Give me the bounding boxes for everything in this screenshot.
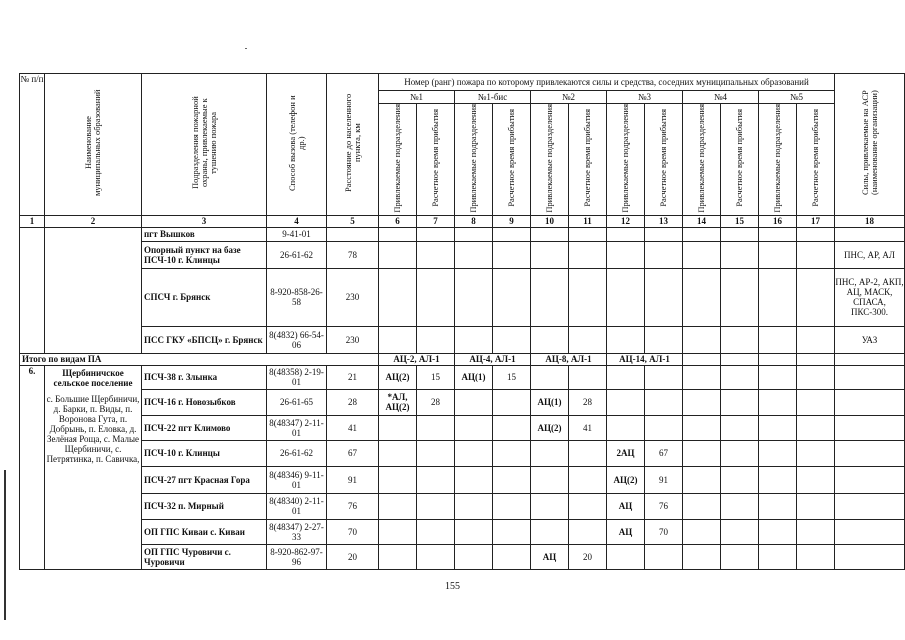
header-time-r5: Расчетное время прибытия <box>797 104 835 216</box>
table-row <box>20 493 905 519</box>
cell-distance: 70 <box>327 519 379 544</box>
cell-time <box>417 493 455 519</box>
header-rank-3: №3 <box>607 91 683 104</box>
col-number: 5 <box>327 215 379 227</box>
col-number: 18 <box>835 215 905 227</box>
cell-phone: 8(48340) 2-11-01 <box>267 493 327 519</box>
cell-units: 2АЦ <box>607 440 645 466</box>
totals-rank-1bis: АЦ-4, АЛ-1 <box>455 353 531 365</box>
column-number-row <box>20 215 905 227</box>
cell-unit: ОП ГПС Киваи с. Киваи <box>142 519 267 544</box>
header-units-r5: Привлекаемые подразделения <box>759 104 797 216</box>
cell-time <box>645 389 683 415</box>
totals-rank-2: АЦ-8, АЛ-1 <box>531 353 607 365</box>
cell-units <box>531 365 569 389</box>
cell-time <box>569 466 607 493</box>
header-time-r3: Расчетное время прибытия <box>645 104 683 216</box>
cell-units <box>379 415 417 440</box>
cell-unit: ПСЧ-16 г. Новозыбков <box>142 389 267 415</box>
cell-time: 28 <box>569 389 607 415</box>
cell-asr: УАЗ <box>835 326 905 353</box>
col-number: 14 <box>683 215 721 227</box>
cell-units <box>531 440 569 466</box>
col-number: 3 <box>142 215 267 227</box>
cell-time <box>493 493 531 519</box>
header-fire-rank-group: Номер (ранг) пожара по которому привлекаются силы и средства, соседних муниципальных образований <box>379 74 835 91</box>
col-number: 2 <box>45 215 142 227</box>
header-time-r2: Расчетное время прибытия <box>569 104 607 216</box>
col-number: 15 <box>721 215 759 227</box>
col-number: 10 <box>531 215 569 227</box>
cell-units <box>455 544 493 569</box>
col-number: 1 <box>20 215 45 227</box>
header-col-municipality: Наименование муниципальных образований <box>45 74 142 216</box>
cell-asr: ПНС, АР-2, АКП, АЦ, МАСК, СПАСА, ПКС-300. <box>835 268 905 326</box>
cell-unit: СПСЧ г. Брянск <box>142 268 267 326</box>
header-col-units: Подразделения пожарной охраны, привлекаемые к тушению пожара <box>142 74 267 216</box>
cell-time <box>645 365 683 389</box>
cell-num-empty <box>20 227 45 353</box>
cell-units: АЦ(2) <box>531 415 569 440</box>
header-col-num: № п/п <box>20 74 45 216</box>
cell-units <box>455 466 493 493</box>
cell-phone: 26-61-62 <box>267 241 327 268</box>
cell-distance: 21 <box>327 365 379 389</box>
header-units-r4: Привлекаемые подразделения <box>683 104 721 216</box>
cell-time <box>417 544 455 569</box>
cell-units: АЦ(2) <box>379 365 417 389</box>
municipality-name: Щербиничское сельское поселение <box>53 367 133 388</box>
col-number: 6 <box>379 215 417 227</box>
cell-time: 28 <box>417 389 455 415</box>
cell-time <box>493 389 531 415</box>
cell-asr: ПНС, АР, АЛ <box>835 241 905 268</box>
totals-row <box>20 353 905 365</box>
table-row <box>20 519 905 544</box>
cell-unit: Опорный пункт на базе ПСЧ-10 г. Клинцы <box>142 241 267 268</box>
cell-units <box>455 440 493 466</box>
fire-resources-table <box>19 73 905 570</box>
header-time-r1: Расчетное время прибытия <box>417 104 455 216</box>
table-row <box>20 268 905 326</box>
cell-distance: 67 <box>327 440 379 466</box>
table-row <box>20 389 905 415</box>
cell-time: 41 <box>569 415 607 440</box>
cell-phone: 8(4832) 66-54-06 <box>267 326 327 353</box>
cell-time <box>493 466 531 493</box>
cell-time <box>569 519 607 544</box>
cell-unit: ПСЧ-10 г. Клинцы <box>142 440 267 466</box>
col-number: 4 <box>267 215 327 227</box>
cell-time <box>493 519 531 544</box>
header-col-call-method: Способ вызова (телефон и др.) <box>267 74 327 216</box>
col-number: 9 <box>493 215 531 227</box>
cell-time <box>569 365 607 389</box>
scan-speck <box>245 48 247 49</box>
cell-units <box>531 466 569 493</box>
cell-units <box>531 493 569 519</box>
cell-distance: 20 <box>327 544 379 569</box>
cell-time: 15 <box>493 365 531 389</box>
totals-rank-3: АЦ-14, АЛ-1 <box>607 353 683 365</box>
header-rank-1bis: №1-бис <box>455 91 531 104</box>
table-row <box>20 241 905 268</box>
cell-phone: 8(48358) 2-19-01 <box>267 365 327 389</box>
table-row <box>20 227 905 241</box>
cell-time <box>645 544 683 569</box>
col-number: 12 <box>607 215 645 227</box>
cell-units <box>607 365 645 389</box>
cell-unit: ПСЧ-22 пгт Климово <box>142 415 267 440</box>
cell-time: 15 <box>417 365 455 389</box>
cell-time: 70 <box>645 519 683 544</box>
header-rank-2: №2 <box>531 91 607 104</box>
cell-units: АЦ <box>607 519 645 544</box>
header-rank-1: №1 <box>379 91 455 104</box>
cell-phone: 8(48347) 2-11-01 <box>267 415 327 440</box>
page-number: 155 <box>445 581 460 592</box>
cell-units <box>379 493 417 519</box>
totals-rank-1: АЦ-2, АЛ-1 <box>379 353 455 365</box>
cell-time: 67 <box>645 440 683 466</box>
cell-units: *АЛ, АЦ(2) <box>379 389 417 415</box>
municipality-places: с. Большие Щербиничи, д. Барки, п. Виды, п. Воронова Гута, п. Добрынь, п. Еловка, д. Зелёная Роща, с. Малые Щербиничи, с. Петрятинка, п. Савичка, <box>46 393 140 464</box>
cell-time <box>493 544 531 569</box>
header-time-r4: Расчетное время прибытия <box>721 104 759 216</box>
table-row <box>20 440 905 466</box>
cell-unit: пгт Вышков <box>142 227 267 241</box>
col-number: 17 <box>797 215 835 227</box>
cell-units: АЦ(1) <box>531 389 569 415</box>
header-col-asr-forces: Силы, привлекаемые на АСР (наименование организации) <box>835 74 905 216</box>
header-units-r2: Привлекаемые подразделения <box>531 104 569 216</box>
table-row <box>20 415 905 440</box>
cell-phone: 26-61-62 <box>267 440 327 466</box>
cell-units <box>455 519 493 544</box>
cell-distance <box>327 227 379 241</box>
table-row <box>20 326 905 353</box>
cell-asr <box>835 227 905 241</box>
header-units-r1bis: Привлекаемые подразделения <box>455 104 493 216</box>
header-units-r1: Привлекаемые подразделения <box>379 104 417 216</box>
cell-unit: ПСЧ-38 г. Злынка <box>142 365 267 389</box>
cell-distance: 41 <box>327 415 379 440</box>
cell-units <box>455 389 493 415</box>
cell-time: 20 <box>569 544 607 569</box>
cell-units: АЦ(1) <box>455 365 493 389</box>
cell-units: АЦ <box>607 493 645 519</box>
cell-unit: ПСЧ-27 пгт Красная Гора <box>142 466 267 493</box>
cell-unit: ПСЧ-32 п. Мирный <box>142 493 267 519</box>
header-rank-5: №5 <box>759 91 835 104</box>
municipality-cell <box>45 365 142 569</box>
cell-phone: 26-61-65 <box>267 389 327 415</box>
col-number: 11 <box>569 215 607 227</box>
cell-phone: 8-920-862-97-96 <box>267 544 327 569</box>
cell-distance: 230 <box>327 268 379 326</box>
cell-time <box>417 415 455 440</box>
col-number: 13 <box>645 215 683 227</box>
cell-phone: 9-41-01 <box>267 227 327 241</box>
cell-time: 76 <box>645 493 683 519</box>
cell-time <box>417 440 455 466</box>
cell-time <box>493 415 531 440</box>
cell-units <box>607 544 645 569</box>
table-row <box>20 544 905 569</box>
cell-distance: 76 <box>327 493 379 519</box>
cell-units: АЦ <box>531 544 569 569</box>
table-row <box>20 466 905 493</box>
header-units-r3: Привлекаемые подразделения <box>607 104 645 216</box>
cell-time <box>417 466 455 493</box>
cell-time: 91 <box>645 466 683 493</box>
cell-units <box>531 519 569 544</box>
cell-units <box>455 415 493 440</box>
cell-units <box>379 440 417 466</box>
section-number: 6. <box>20 365 45 569</box>
cell-distance: 78 <box>327 241 379 268</box>
totals-label: Итого по видам ПА <box>20 353 379 365</box>
col-number: 8 <box>455 215 493 227</box>
col-number: 16 <box>759 215 797 227</box>
cell-phone: 8-920-858-26-58 <box>267 268 327 326</box>
cell-units <box>455 493 493 519</box>
cell-unit: ОП ГПС Чуровичи с. Чуровичи <box>142 544 267 569</box>
cell-distance: 230 <box>327 326 379 353</box>
cell-time <box>569 440 607 466</box>
cell-distance: 91 <box>327 466 379 493</box>
cell-time <box>645 415 683 440</box>
cell-time <box>493 440 531 466</box>
cell-units <box>607 415 645 440</box>
cell-unit: ПСС ГКУ «БПСЦ» г. Брянск <box>142 326 267 353</box>
cell-units <box>379 519 417 544</box>
cell-units: АЦ(2) <box>607 466 645 493</box>
table-row <box>20 365 905 389</box>
cell-units <box>379 544 417 569</box>
cell-municipality-empty <box>45 227 142 353</box>
binding-edge <box>4 470 6 620</box>
cell-phone: 8(48347) 2-27-33 <box>267 519 327 544</box>
cell-units <box>379 466 417 493</box>
cell-units <box>607 389 645 415</box>
header-rank-4: №4 <box>683 91 759 104</box>
cell-time <box>569 493 607 519</box>
header-time-r1bis: Расчетное время прибытия <box>493 104 531 216</box>
cell-phone: 8(48346) 9-11-01 <box>267 466 327 493</box>
col-number: 7 <box>417 215 455 227</box>
cell-time <box>417 519 455 544</box>
cell-distance: 28 <box>327 389 379 415</box>
header-col-distance: Расстояние до населенного пункта, км <box>327 74 379 216</box>
